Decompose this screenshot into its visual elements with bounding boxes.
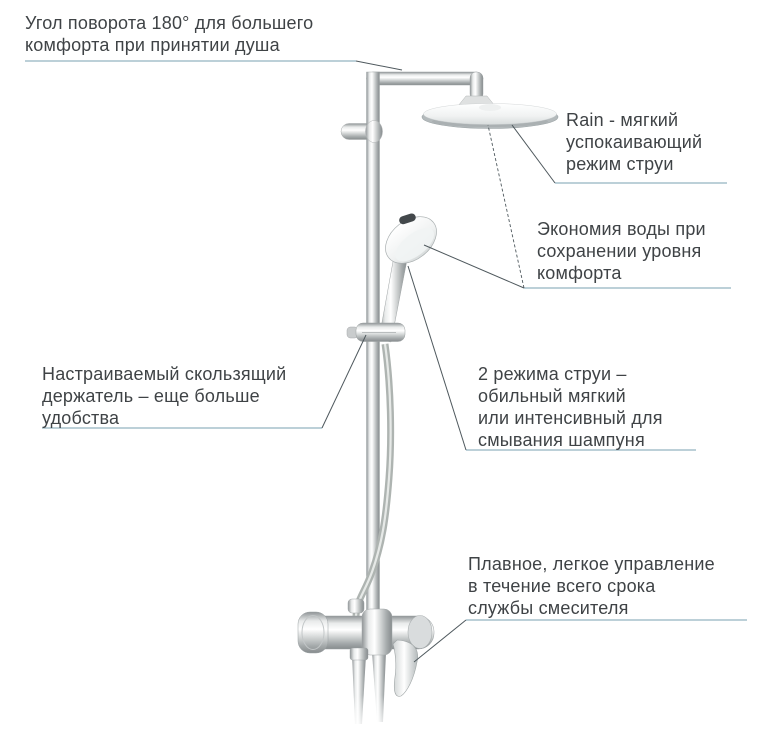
- annotation-line: службы смесителя: [468, 598, 629, 618]
- annotation-line: Настраиваемый скользящий: [42, 364, 287, 384]
- annotation-line: держатель – еще больше: [42, 386, 260, 406]
- image-fade: [330, 695, 440, 736]
- annotation-rotation-angle: [25, 12, 313, 56]
- annotation-line: в течение всего срока: [468, 576, 656, 596]
- leader-slide-holder: [322, 335, 366, 428]
- leader-water-saving-rain-head: [488, 125, 524, 288]
- rain-shower-head: [422, 96, 558, 129]
- annotation-line: Rain - мягкий: [566, 110, 679, 130]
- annotation-line: Плавное, легкое управление: [468, 554, 715, 574]
- annotation-line: Экономия воды при: [537, 219, 706, 239]
- annotation-spray-modes: [478, 363, 663, 451]
- mixer-lever: [393, 640, 418, 696]
- annotation-line: или интенсивный для: [478, 408, 663, 428]
- leader-spray-modes: [408, 266, 466, 450]
- annotation-smooth-control: [468, 553, 715, 619]
- annotation-line: 2 режима струи –: [478, 364, 627, 384]
- annotation-line: удобства: [42, 408, 120, 428]
- annotation-line: комфорта: [537, 263, 622, 283]
- callout-rotation-angle: [25, 61, 402, 70]
- slide-holder: [347, 323, 405, 342]
- annotation-line: успокаивающий: [566, 132, 703, 152]
- annotation-line: сохранении уровня: [537, 241, 702, 261]
- annotation-line: режим струи: [566, 154, 674, 174]
- annotation-line: обильный мягкий: [478, 386, 626, 406]
- leader-water-saving-hand-shower: [424, 245, 524, 288]
- annotation-line: Угол поворота 180° для большего: [25, 13, 314, 33]
- mixer-top-knob: [348, 599, 364, 613]
- annotation-slide-holder: [42, 363, 286, 429]
- annotation-water-saving: [537, 218, 706, 284]
- annotation-rain-spray: [566, 109, 702, 175]
- shower-arm: [367, 72, 484, 100]
- callout-smooth-control: [414, 620, 747, 662]
- bracket-flange: [366, 121, 383, 143]
- hose-coupling: [350, 648, 368, 660]
- leader-rain-spray: [512, 125, 555, 183]
- leader-rotation-angle: [356, 61, 402, 70]
- annotation-line: комфорта при принятии душа: [25, 35, 280, 55]
- annotation-line: смывания шампуня: [478, 430, 645, 450]
